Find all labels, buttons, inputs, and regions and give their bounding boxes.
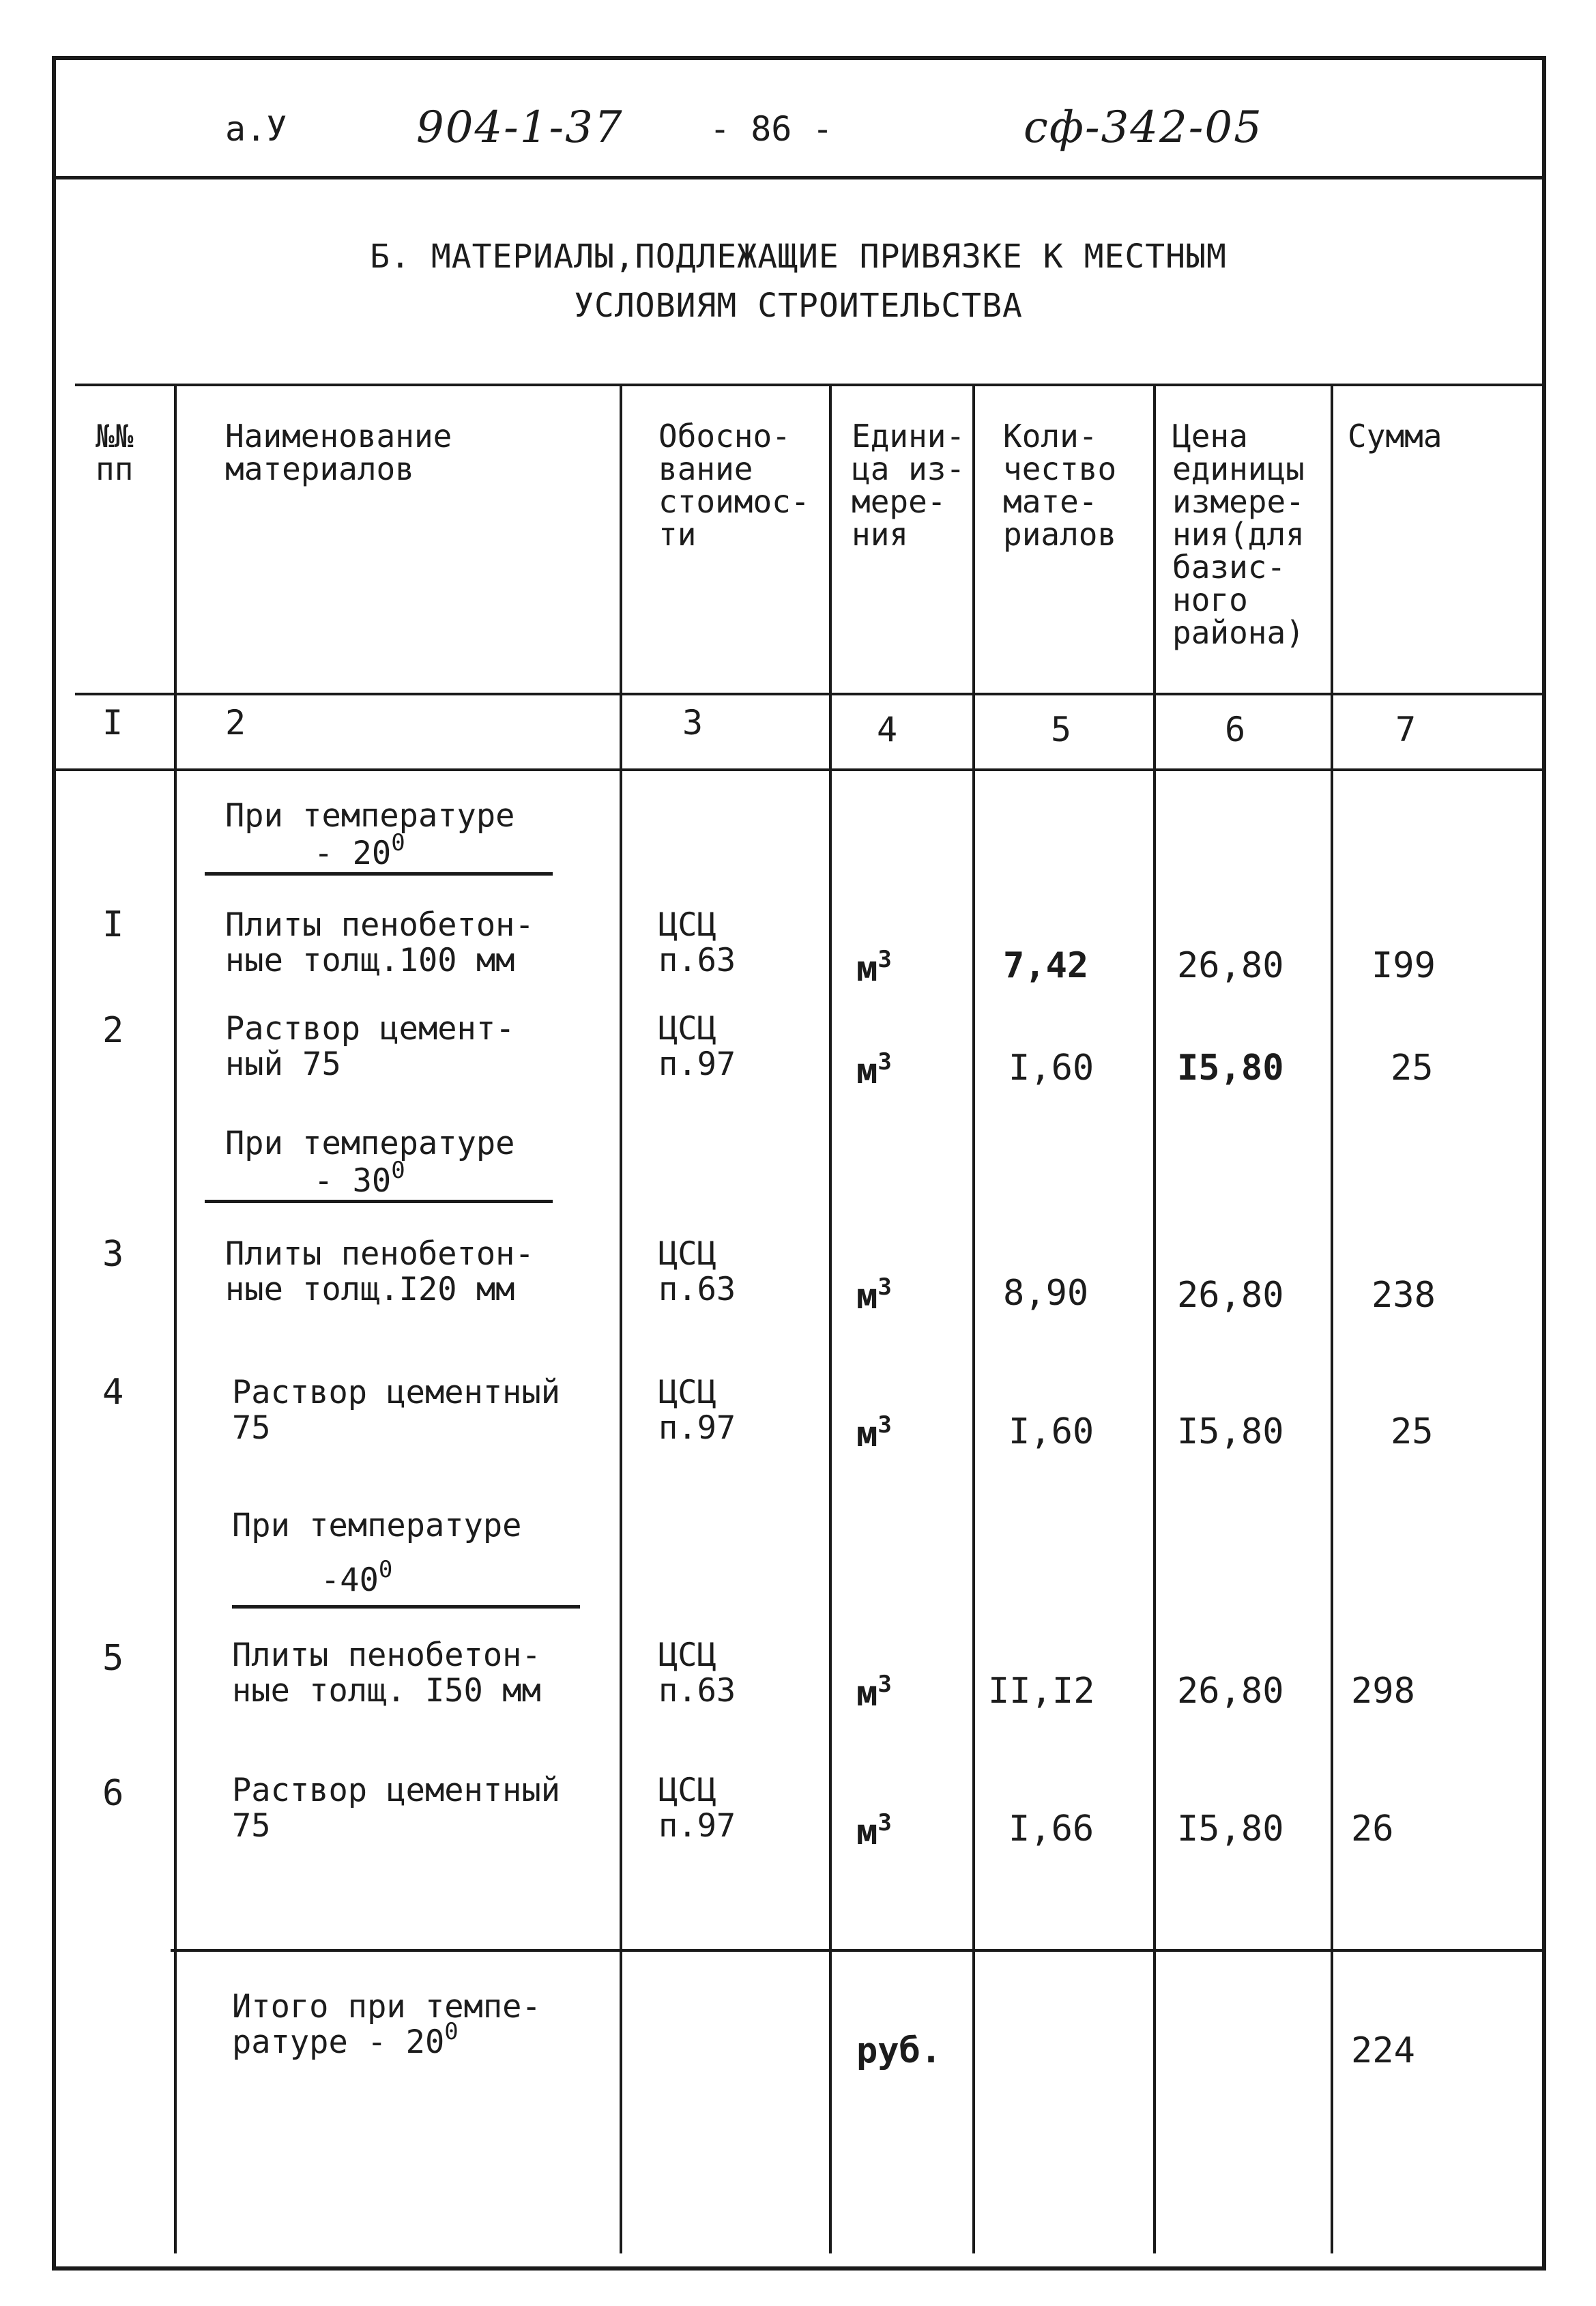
colnum-bottom-border	[52, 768, 1546, 771]
group-label: При температуре	[232, 1507, 522, 1544]
unit: $м^3$	[856, 946, 892, 990]
quantity: I,66	[1009, 1808, 1094, 1849]
header-unit-price: Цена единицы измере- ния(для базис- ного района)	[1172, 418, 1305, 651]
price-basis: ЦСЦ п.97	[658, 1772, 736, 1845]
column-number-7: 7	[1395, 710, 1417, 749]
sum: 238	[1372, 1275, 1436, 1316]
quantity: I,60	[1009, 1411, 1094, 1452]
total-top-border	[171, 1949, 1542, 1952]
section-title-line-1: Б. МАТЕРИАЛЫ,ПОДЛЕЖАЩИЕ ПРИВЯЗКЕ К МЕСТНЫМ	[370, 237, 1227, 276]
column-divider-2	[620, 384, 622, 2253]
table-top-border	[75, 384, 1542, 386]
column-number-2: 2	[225, 703, 246, 743]
price-basis: ЦСЦ п.97	[658, 1374, 736, 1447]
row-number: 6	[102, 1773, 124, 1814]
section-title-line-2: УСЛОВИЯМ СТРОИТЕЛЬСТВА	[574, 287, 1023, 325]
material-name: Раствор цементный 75	[232, 1374, 561, 1447]
unit-price: 26,80	[1177, 1671, 1284, 1712]
unit: $м^3$	[856, 1671, 892, 1714]
quantity: 7,42	[1003, 945, 1089, 986]
unit-price: 26,80	[1177, 945, 1284, 986]
row-number: I	[102, 904, 124, 945]
material-name: Плиты пенобетон- ные толщ.I20 мм	[225, 1235, 534, 1308]
unit-price: I5,80	[1177, 1808, 1284, 1849]
price-basis: ЦСЦ п.63	[658, 906, 736, 979]
unit-price: 26,80	[1177, 1275, 1284, 1316]
row-number: 3	[102, 1234, 124, 1275]
price-basis: ЦСЦ п.63	[658, 1637, 736, 1710]
column-divider-5	[1153, 384, 1156, 2253]
unit: $м^3$	[856, 1809, 892, 1853]
header-name: Наименование материалов	[225, 418, 452, 487]
stamp-document-code: сф-342-05	[1024, 102, 1263, 153]
sum: 25	[1391, 1411, 1434, 1452]
header-sum: Сумма	[1348, 418, 1442, 455]
total-unit: руб.	[856, 2030, 942, 2071]
degree-sign: 0	[391, 829, 405, 856]
sum: 26	[1351, 1808, 1394, 1849]
unit: $м^3$	[856, 1048, 892, 1092]
group-temperature: - $20^0$	[314, 829, 405, 872]
material-name: Раствор цемент- ный 75	[225, 1010, 515, 1083]
row-number: 5	[102, 1638, 124, 1679]
sum: 298	[1351, 1671, 1415, 1712]
price-basis: ЦСЦ п.63	[658, 1235, 736, 1308]
unit: $м^3$	[856, 1273, 892, 1317]
group-temperature: - $30^0$	[314, 1157, 405, 1200]
column-divider-1	[174, 384, 177, 2253]
group-underline	[205, 1200, 553, 1203]
column-number-6: 6	[1225, 710, 1246, 749]
unit-price: I5,80	[1177, 1411, 1284, 1452]
total-sum: 224	[1351, 2030, 1415, 2071]
material-name: Плиты пенобетон- ные толщ. I50 мм	[232, 1637, 541, 1710]
row-number: 4	[102, 1372, 124, 1413]
sum: I99	[1372, 945, 1436, 986]
degree-sign: 0	[378, 1556, 393, 1583]
group-temperature: $-40^0$	[321, 1556, 393, 1599]
column-number-3: 3	[682, 703, 703, 743]
column-number-4: 4	[877, 710, 898, 749]
group-label: При температуре	[225, 1125, 515, 1162]
material-name: Раствор цементный 75	[232, 1772, 561, 1845]
quantity: II,I2	[988, 1671, 1095, 1712]
column-divider-4	[972, 384, 975, 2253]
header-quantity: Коли- чество мате- риалов	[1003, 418, 1117, 553]
group-underline	[205, 872, 553, 876]
degree-sign: 0	[444, 2018, 459, 2045]
group-underline	[232, 1605, 580, 1609]
column-divider-3	[829, 384, 832, 2253]
header-basis: Обосно- вание стоимос- ти	[658, 418, 810, 553]
header-number: №№ пп	[96, 418, 134, 487]
degree-sign: 0	[391, 1157, 405, 1184]
page-frame	[52, 56, 1546, 2271]
stamp-project-number: 904-1-37	[416, 102, 624, 153]
header-divider	[52, 176, 1546, 179]
column-number-1: I	[102, 703, 124, 743]
column-divider-6	[1331, 384, 1333, 2253]
material-name: Плиты пенобетон- ные толщ.100 мм	[225, 906, 534, 979]
unit: $м^3$	[856, 1411, 892, 1455]
stamp-page-number: - 86 -	[710, 109, 833, 149]
total-label: Итого при темпе- ратуре - $20^0$	[232, 1988, 541, 2061]
quantity: I,60	[1009, 1048, 1094, 1089]
header-bottom-border	[75, 693, 1542, 695]
column-number-5: 5	[1051, 710, 1072, 749]
sum: 25	[1391, 1048, 1434, 1089]
unit-price: I5,80	[1177, 1048, 1284, 1089]
price-basis: ЦСЦ п.97	[658, 1010, 736, 1083]
row-number: 2	[102, 1010, 124, 1051]
stamp-left-code: а.У	[225, 109, 287, 149]
quantity: 8,90	[1003, 1273, 1089, 1314]
group-label: При температуре	[225, 797, 515, 835]
header-unit: Едини- ца из- мере- ния	[852, 418, 966, 553]
